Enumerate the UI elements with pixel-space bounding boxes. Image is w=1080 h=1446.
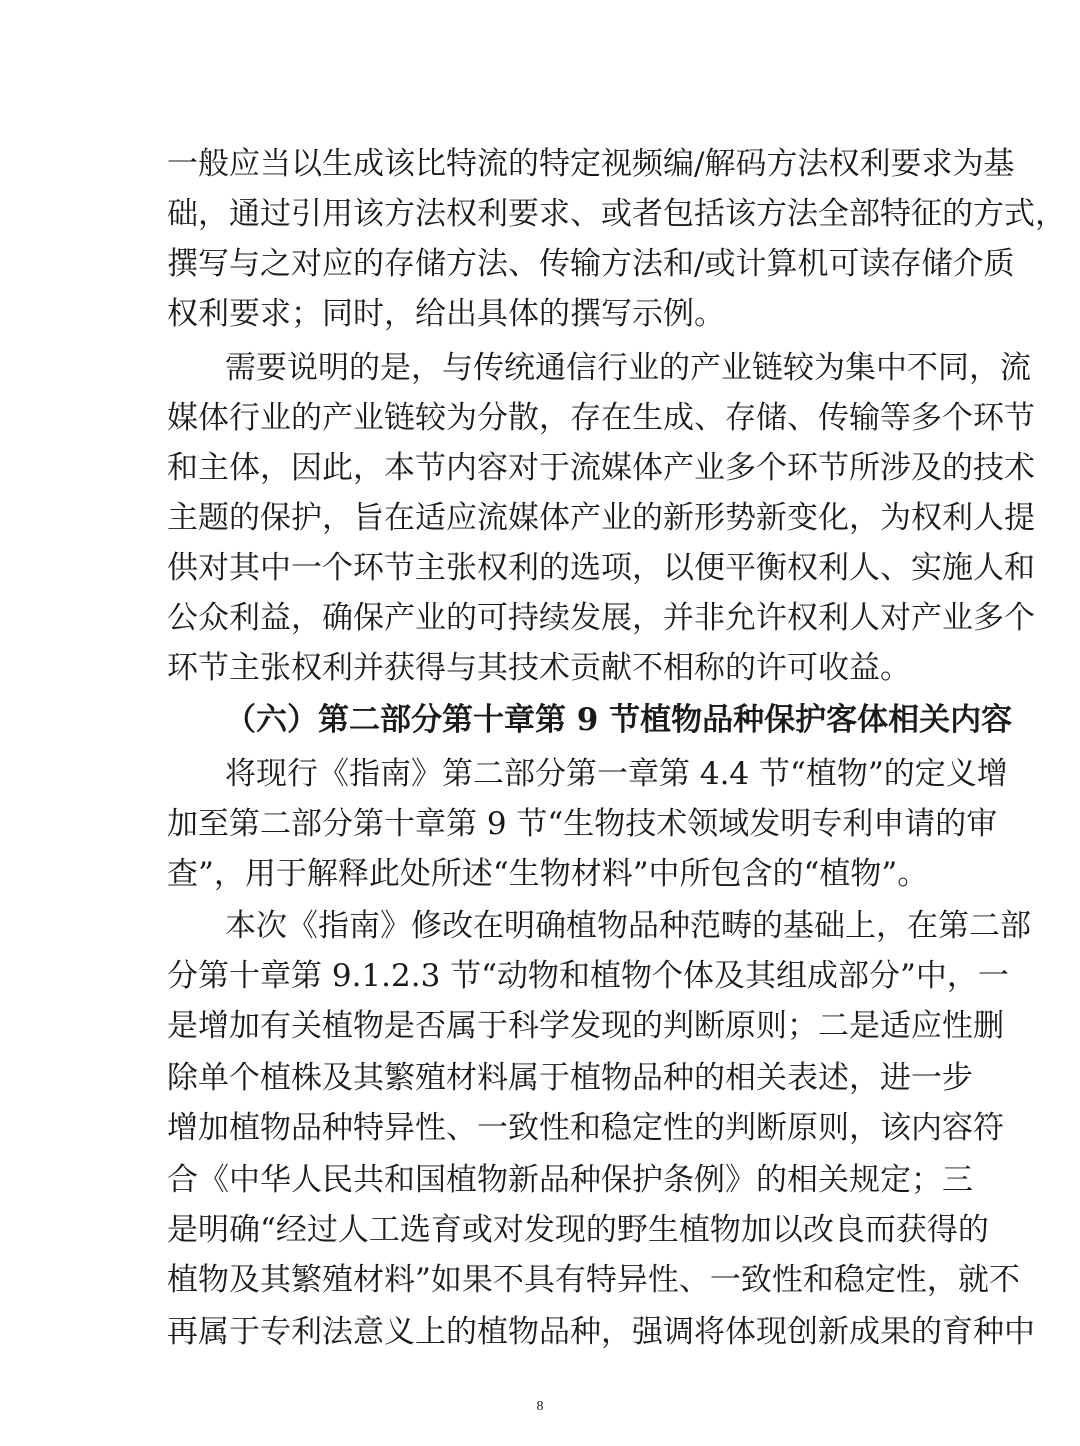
paragraph-1-line-4: 权利要求；同时，给出具体的撰写示例。 — [167, 296, 725, 332]
paragraph-1-line-3: 撰写与之对应的存储方法、传输方法和/或计算机可读存储介质 — [167, 246, 1015, 282]
paragraph-4-line-2: 分第十章第 9.1.2.3 节“动物和植物个体及其组成部分”中，一 — [167, 958, 1009, 994]
paragraph-4-line-1: 本次《指南》修改在明确植物品种范畴的基础上，在第二部 — [225, 908, 1031, 944]
paragraph-3-line-1: 将现行《指南》第二部分第一章第 4.4 节“植物”的定义增 — [225, 756, 1008, 792]
paragraph-1-line-2: 础，通过引用该方法权利要求、或者包括该方法全部特征的方式， — [167, 196, 1066, 232]
paragraph-3-line-2: 加至第二部分第十章第 9 节“生物技术领域发明专利申请的审 — [167, 806, 998, 842]
page-number: 8 — [536, 1399, 544, 1414]
paragraph-4-line-5: 增加植物品种特异性、一致性和稳定性的判断原则，该内容符 — [167, 1110, 1004, 1146]
paragraph-2-line-3: 和主体，因此，本节内容对于流媒体产业多个环节所涉及的技术 — [167, 450, 1035, 486]
paragraph-4-line-9: 再属于专利法意义上的植物品种，强调将体现创新成果的育种中 — [167, 1314, 1035, 1350]
paragraph-1-line-1: 一般应当以生成该比特流的特定视频编/解码方法权利要求为基 — [167, 146, 1015, 182]
paragraph-4-line-3: 是增加有关植物是否属于科学发现的判断原则；二是适应性删 — [167, 1008, 1004, 1044]
paragraph-4-line-6: 合《中华人民共和国植物新品种保护条例》的相关规定；三 — [167, 1162, 973, 1198]
paragraph-4-line-8: 植物及其繁殖材料”如果不具有特异性、一致性和稳定性，就不 — [167, 1262, 1020, 1298]
paragraph-3-line-3: 查”，用于解释此处所述“生物材料”中所包含的“植物”。 — [167, 856, 929, 892]
section-heading: （六）第二部分第十章第 9 节植物品种保护客体相关内容 — [225, 702, 1013, 738]
paragraph-2-line-2: 媒体行业的产业链较为分散，存在生成、存储、传输等多个环节 — [167, 400, 1035, 436]
paragraph-2-line-7: 环节主张权利并获得与其技术贡献不相称的许可收益。 — [167, 650, 911, 686]
paragraph-4-line-4: 除单个植株及其繁殖材料属于植物品种的相关表述，进一步 — [167, 1060, 973, 1096]
paragraph-2-line-4: 主题的保护，旨在适应流媒体产业的新形势新变化，为权利人提 — [167, 500, 1035, 536]
paragraph-4-line-7: 是明确“经过人工选育或对发现的野生植物加以改良而获得的 — [167, 1212, 989, 1248]
paragraph-2-line-5: 供对其中一个环节主张权利的选项，以便平衡权利人、实施人和 — [167, 550, 1035, 586]
paragraph-2-line-6: 公众利益，确保产业的可持续发展，并非允许权利人对产业多个 — [167, 600, 1035, 636]
paragraph-2-line-1: 需要说明的是，与传统通信行业的产业链较为集中不同，流 — [225, 350, 1031, 386]
